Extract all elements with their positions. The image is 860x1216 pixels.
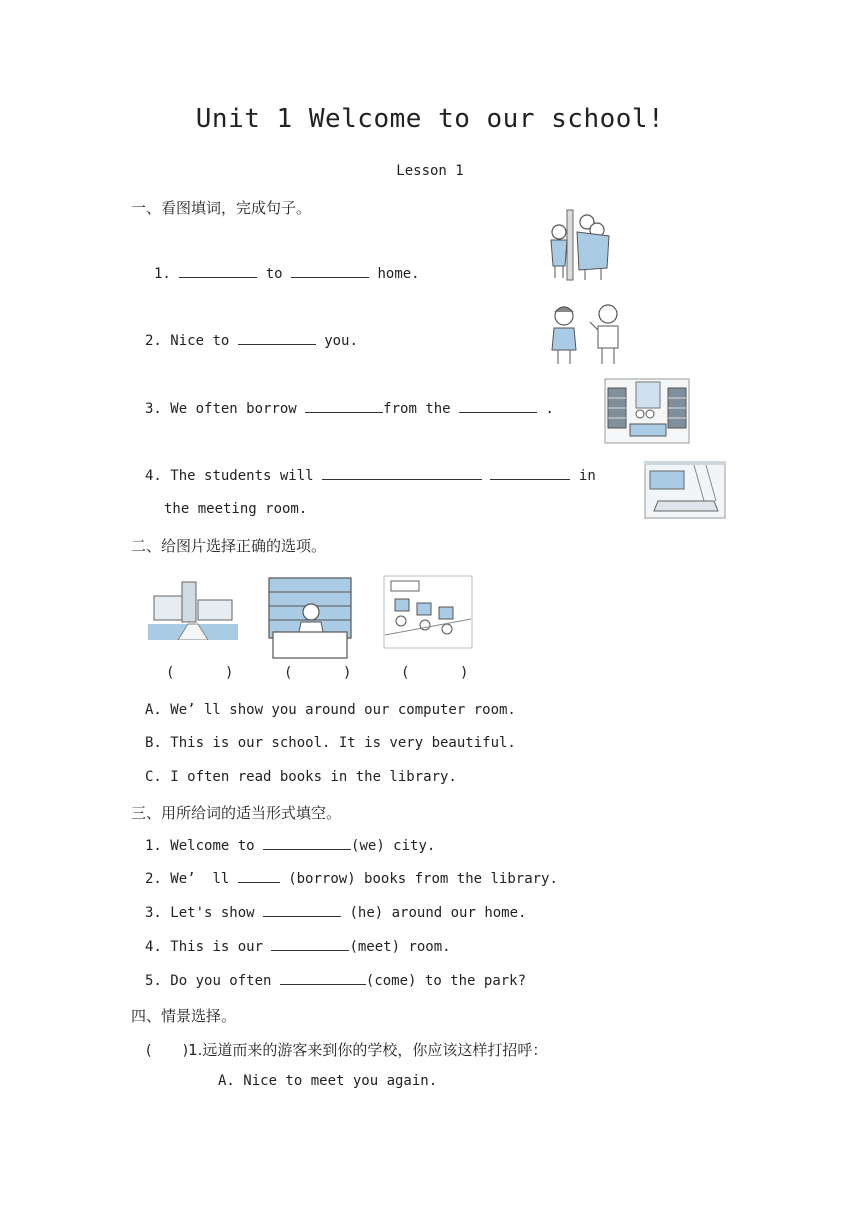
s3-question-3 [145, 904, 526, 921]
question-text: We’ ll [170, 871, 230, 887]
welcome-home-illustration [545, 208, 615, 282]
question-text: (come) to the park? [365, 973, 527, 989]
answer-blank[interactable] [271, 938, 349, 951]
s1-question-1 [154, 265, 420, 282]
question-text: (we) city. [351, 838, 436, 854]
s1-question-3 [145, 400, 554, 417]
s4-q1-option-a: A. Nice to meet you again. [218, 1073, 438, 1089]
question-text: home. [377, 266, 420, 282]
answer-blank[interactable] [490, 467, 570, 480]
answer-blank[interactable] [305, 400, 383, 413]
section-1-heading: 一、看图填词，完成句子。 [131, 199, 312, 217]
question-number: 4. [145, 939, 162, 955]
option-a: A. We’ ll show you around our computer room. [145, 702, 516, 718]
question-text: Let's show [170, 905, 255, 921]
question-text: We often borrow [170, 401, 297, 417]
page-title: Unit 1 Welcome to our school! [195, 104, 665, 134]
question-text: from the [383, 401, 451, 417]
question-text: This is our [170, 939, 264, 955]
question-number: 1. [154, 266, 171, 282]
meeting-room-illustration [644, 461, 726, 519]
question-text: The students will [170, 468, 314, 484]
answer-paren[interactable]: ( ) [146, 1043, 189, 1059]
section-4-heading: 四、情景选择。 [131, 1007, 237, 1025]
lesson-label: Lesson 1 [396, 163, 464, 179]
girl-reading-in-library-illustration [267, 576, 353, 660]
s3-question-4 [145, 938, 451, 955]
s3-question-5 [145, 972, 526, 989]
answer-paren-1[interactable]: ( ) [166, 665, 234, 681]
question-number: 3. [145, 905, 162, 921]
school-building-illustration [148, 574, 238, 640]
children-greeting-illustration [546, 300, 626, 366]
s3-question-1 [145, 837, 435, 854]
question-text: to [265, 266, 283, 282]
answer-blank[interactable] [322, 467, 482, 480]
section-2-heading: 二、给图片选择正确的选项。 [131, 537, 327, 555]
question-text: (meet) room. [349, 939, 451, 955]
answer-blank[interactable] [238, 332, 316, 345]
option-b: B. This is our school. It is very beautiful. [145, 735, 516, 751]
answer-blank[interactable] [238, 870, 280, 883]
question-text: . [545, 401, 554, 417]
answer-blank[interactable] [291, 265, 369, 278]
question-text: (he) around our home. [349, 905, 527, 921]
s1-question-2 [145, 332, 358, 349]
s1-question-4 [145, 467, 596, 484]
question-number: 1. [145, 838, 162, 854]
answer-blank[interactable] [263, 904, 341, 917]
s4-question-1 [146, 1039, 547, 1060]
answer-blank[interactable] [263, 837, 351, 850]
question-number: 5. [145, 973, 162, 989]
answer-blank[interactable] [459, 400, 537, 413]
question-text: Nice to [170, 333, 230, 349]
answer-paren-3[interactable]: ( ) [401, 665, 469, 681]
question-text: in [578, 468, 596, 484]
answer-blank[interactable] [280, 972, 366, 985]
question-text: Do you often [170, 973, 272, 989]
question-text: (borrow) books from the library. [288, 871, 558, 887]
computer-room-illustration [383, 575, 473, 649]
s1-question-4-continuation: the meeting room. [164, 501, 308, 517]
library-illustration [604, 378, 690, 444]
question-number: 2. [145, 871, 162, 887]
question-number: 2. [145, 333, 162, 349]
question-number: 4. [145, 468, 162, 484]
answer-paren-2[interactable]: ( ) [284, 665, 352, 681]
option-c: C. I often read books in the library. [145, 769, 457, 785]
answer-blank[interactable] [179, 265, 257, 278]
question-text: 1.远道而来的游客来到你的学校，你应该这样打招呼： [188, 1041, 548, 1059]
question-text: you. [324, 333, 358, 349]
question-number: 3. [145, 401, 162, 417]
section-3-heading: 三、用所给词的适当形式填空。 [131, 804, 342, 822]
question-text: Welcome to [170, 838, 255, 854]
s3-question-2 [145, 870, 558, 887]
